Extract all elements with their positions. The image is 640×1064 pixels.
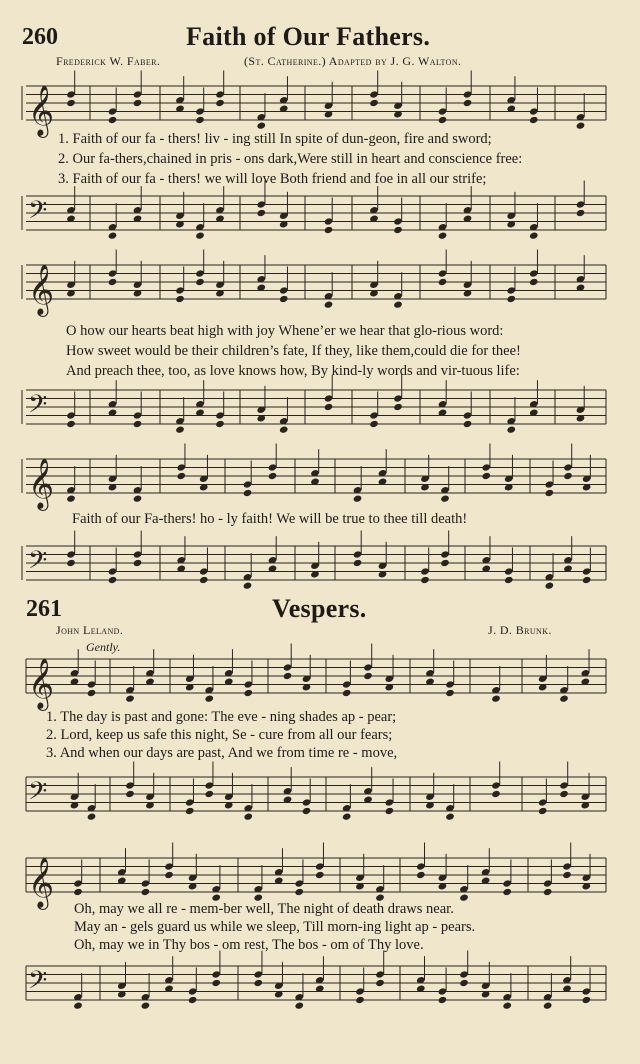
hymn-title: Vespers. bbox=[272, 594, 367, 623]
lyric-line: 2. Our fa-thers,chained in pris - ons dark,Were still in heart and conscience free: bbox=[58, 151, 523, 167]
note-head bbox=[133, 494, 143, 502]
note-head bbox=[133, 420, 143, 428]
treble-clef-icon: 𝄞 bbox=[28, 264, 55, 316]
lyric-line: Oh, may we in Thy bos - om rest, The bos - om of Thy love. bbox=[74, 937, 424, 953]
note-head bbox=[438, 996, 448, 1004]
note-head bbox=[66, 420, 76, 428]
staff-treble bbox=[0, 656, 640, 710]
lyric-line: How sweet would be their children’s fate, If they, like them,could die for thee! bbox=[66, 343, 521, 359]
note-head bbox=[576, 121, 586, 129]
note-head bbox=[66, 559, 76, 567]
hymn-number: 260 bbox=[22, 24, 58, 50]
note-head bbox=[375, 979, 385, 987]
note-head bbox=[538, 807, 548, 815]
note-head bbox=[385, 807, 395, 815]
note-head bbox=[108, 116, 118, 124]
note-head bbox=[481, 472, 491, 480]
note-head bbox=[324, 403, 334, 411]
note-head bbox=[463, 420, 473, 428]
note-head bbox=[108, 278, 118, 286]
note-head bbox=[559, 694, 569, 702]
note-head bbox=[355, 996, 365, 1004]
note-head bbox=[66, 99, 76, 107]
note-head bbox=[279, 425, 289, 433]
treble-clef-icon: 𝄞 bbox=[28, 458, 55, 510]
note-head bbox=[506, 425, 516, 433]
note-head bbox=[87, 689, 97, 697]
treble-clef-icon: 𝄞 bbox=[28, 857, 55, 909]
staff-treble bbox=[0, 456, 640, 510]
note-head bbox=[440, 494, 450, 502]
note-head bbox=[279, 295, 289, 303]
hymn-composer: J. D. Brunk. bbox=[488, 623, 552, 637]
note-head bbox=[125, 694, 135, 702]
note-head bbox=[175, 295, 185, 303]
note-head bbox=[369, 420, 379, 428]
note-head bbox=[545, 489, 555, 497]
note-head bbox=[243, 812, 253, 820]
note-head bbox=[342, 689, 352, 697]
note-head bbox=[353, 494, 363, 502]
note-head bbox=[141, 1001, 151, 1009]
staff-bass bbox=[0, 193, 640, 238]
note-head bbox=[204, 694, 214, 702]
note-head bbox=[66, 494, 76, 502]
note-head bbox=[73, 1001, 83, 1009]
hymn-tune-credit: (St. Catherine.) Adapted by J. G. Walton. bbox=[244, 54, 462, 68]
note-head bbox=[438, 231, 448, 239]
note-head bbox=[582, 576, 592, 584]
note-head bbox=[491, 694, 501, 702]
note-head bbox=[543, 888, 553, 896]
lyric-line: 3. Faith of our fa - thers! we will love Both friend and foe in all our strife; bbox=[58, 171, 487, 187]
note-head bbox=[582, 996, 592, 1004]
note-head bbox=[563, 472, 573, 480]
note-head bbox=[502, 888, 512, 896]
note-head bbox=[529, 116, 539, 124]
note-head bbox=[211, 979, 221, 987]
note-head bbox=[324, 226, 334, 234]
note-head bbox=[175, 425, 185, 433]
lyric-line: 1. The day is past and gone: The eve - ning shades ap - pear; bbox=[46, 709, 397, 725]
note-head bbox=[463, 99, 473, 107]
note-head bbox=[268, 472, 278, 480]
note-head bbox=[459, 893, 469, 901]
staff-treble bbox=[0, 83, 640, 137]
staff-bass bbox=[0, 963, 640, 1008]
note-head bbox=[440, 559, 450, 567]
note-head bbox=[393, 226, 403, 234]
note-head bbox=[188, 996, 198, 1004]
note-head bbox=[243, 689, 253, 697]
note-head bbox=[125, 790, 135, 798]
note-head bbox=[215, 420, 225, 428]
note-head bbox=[283, 672, 293, 680]
hymn-number: 261 bbox=[26, 596, 62, 622]
treble-clef-icon: 𝄞 bbox=[28, 85, 55, 137]
hymn-author: Frederick W. Faber. bbox=[56, 54, 161, 68]
lyric-line: 1. Faith of our fa - thers! liv - ing still In spite of dun-geon, fire and sword; bbox=[58, 131, 492, 147]
bass-clef-icon: 𝄢 bbox=[28, 390, 48, 426]
note-head bbox=[133, 99, 143, 107]
note-head bbox=[369, 99, 379, 107]
note-head bbox=[315, 871, 325, 879]
note-head bbox=[438, 278, 448, 286]
staff-treble bbox=[0, 262, 640, 316]
note-head bbox=[302, 807, 312, 815]
staff-bass bbox=[0, 387, 640, 432]
note-head bbox=[393, 300, 403, 308]
note-head bbox=[576, 209, 586, 217]
note-head bbox=[502, 1001, 512, 1009]
note-head bbox=[185, 807, 195, 815]
note-head bbox=[141, 888, 151, 896]
note-head bbox=[164, 871, 174, 879]
tempo-marking: Gently. bbox=[86, 640, 121, 654]
note-head bbox=[393, 403, 403, 411]
note-head bbox=[342, 812, 352, 820]
treble-clef-icon: 𝄞 bbox=[28, 658, 55, 710]
note-head bbox=[543, 1001, 553, 1009]
note-head bbox=[108, 576, 118, 584]
note-head bbox=[438, 116, 448, 124]
note-head bbox=[459, 979, 469, 987]
staff-bass bbox=[0, 543, 640, 588]
bass-clef-icon: 𝄢 bbox=[28, 777, 48, 813]
note-head bbox=[363, 672, 373, 680]
lyric-line: Oh, may we all re - mem-ber well, The night of death draws near. bbox=[74, 901, 454, 917]
note-head bbox=[87, 812, 97, 820]
lyric-line: And preach thee, too, as love knows how, By kind-ly words and vir-tuous life: bbox=[66, 363, 520, 379]
note-head bbox=[491, 790, 501, 798]
note-head bbox=[416, 871, 426, 879]
note-head bbox=[243, 489, 253, 497]
note-head bbox=[529, 231, 539, 239]
note-head bbox=[195, 116, 205, 124]
lyric-line: 3. And when our days are past, And we from time re - move, bbox=[46, 745, 398, 761]
lyric-line: May an - gels guard us while we sleep, Till morn-ing light ap - pears. bbox=[74, 919, 476, 935]
note-head bbox=[420, 576, 430, 584]
bass-clef-icon: 𝄢 bbox=[28, 966, 48, 1002]
note-head bbox=[559, 790, 569, 798]
note-head bbox=[215, 99, 225, 107]
lyric-line: Faith of our Fa-thers! ho - ly faith! We will be true to thee till death! bbox=[72, 511, 468, 527]
note-head bbox=[73, 888, 83, 896]
note-head bbox=[506, 295, 516, 303]
note-head bbox=[529, 278, 539, 286]
note-head bbox=[353, 559, 363, 567]
hymn-title: Faith of Our Fathers. bbox=[186, 22, 431, 51]
note-head bbox=[253, 979, 263, 987]
note-head bbox=[504, 576, 514, 584]
note-head bbox=[545, 581, 555, 589]
staff-bass bbox=[0, 774, 640, 819]
note-head bbox=[133, 559, 143, 567]
bass-clef-icon: 𝄢 bbox=[28, 546, 48, 582]
note-head bbox=[256, 209, 266, 217]
note-head bbox=[195, 278, 205, 286]
note-head bbox=[108, 231, 118, 239]
note-head bbox=[195, 231, 205, 239]
note-head bbox=[294, 888, 304, 896]
note-head bbox=[324, 300, 334, 308]
note-head bbox=[445, 689, 455, 697]
note-head bbox=[445, 812, 455, 820]
note-head bbox=[204, 790, 214, 798]
lyric-line: O how our hearts beat high with joy Whene’er we hear that glo-rious word: bbox=[66, 323, 504, 339]
note-head bbox=[199, 576, 209, 584]
note-head bbox=[294, 1001, 304, 1009]
note-head bbox=[176, 472, 186, 480]
bass-clef-icon: 𝄢 bbox=[28, 196, 48, 232]
note-head bbox=[562, 871, 572, 879]
note-head bbox=[256, 121, 266, 129]
lyric-line: 2. Lord, keep us safe this night, Se - cure from all our fears; bbox=[46, 727, 393, 743]
hymn-author: John Leland. bbox=[56, 623, 124, 637]
note-head bbox=[243, 581, 253, 589]
